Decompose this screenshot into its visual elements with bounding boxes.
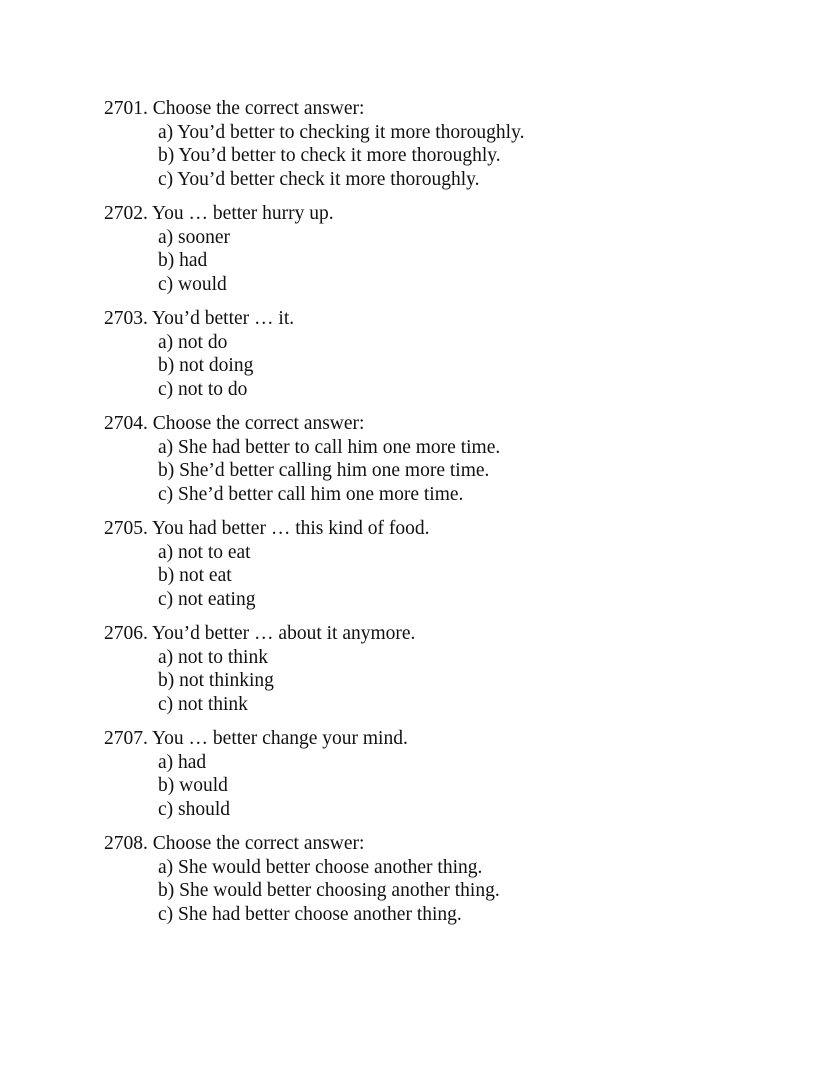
option-c: c) not think bbox=[158, 693, 248, 715]
question-stem bbox=[104, 727, 804, 751]
option-c: c) would bbox=[158, 273, 227, 295]
question-number: 2704. bbox=[104, 413, 148, 434]
option-c: c) You’d better check it more thoroughly. bbox=[158, 168, 480, 190]
option-a: a) not do bbox=[158, 331, 228, 353]
option-a: a) She would better choose another thing. bbox=[158, 856, 483, 878]
option-a: a) not to eat bbox=[158, 541, 251, 563]
question-stem bbox=[104, 202, 804, 226]
option-c: c) not to do bbox=[158, 378, 248, 400]
question-2708 bbox=[104, 832, 804, 926]
question-text: Choose the correct answer: bbox=[152, 833, 365, 854]
question-number: 2703. bbox=[104, 308, 148, 329]
question-number: 2702. bbox=[104, 203, 148, 224]
question-stem bbox=[104, 97, 804, 121]
option-b: b) had bbox=[158, 250, 208, 271]
question-2702 bbox=[104, 202, 804, 296]
question-text: You … better change your mind. bbox=[152, 728, 408, 749]
answer-options bbox=[104, 226, 804, 297]
answer-options bbox=[104, 751, 804, 822]
answer-options bbox=[104, 541, 804, 612]
question-2705 bbox=[104, 517, 804, 611]
question-stem bbox=[104, 622, 804, 646]
question-text: Choose the correct answer: bbox=[152, 413, 365, 434]
question-number: 2701. bbox=[104, 98, 148, 119]
option-a: a) You’d better to checking it more thoroughly. bbox=[158, 121, 525, 143]
answer-options bbox=[104, 856, 804, 927]
option-b: b) would bbox=[158, 775, 228, 796]
question-2706 bbox=[104, 622, 804, 716]
question-text: Choose the correct answer: bbox=[152, 98, 365, 119]
option-c: c) not eating bbox=[158, 588, 256, 610]
question-2707 bbox=[104, 727, 804, 821]
question-2703 bbox=[104, 307, 804, 401]
question-stem bbox=[104, 517, 804, 541]
question-number: 2707. bbox=[104, 728, 148, 749]
question-2704 bbox=[104, 412, 804, 506]
answer-options bbox=[104, 436, 804, 507]
document-page bbox=[104, 97, 804, 937]
option-c: c) She had better choose another thing. bbox=[158, 903, 462, 925]
option-b: b) You’d better to check it more thoroughly. bbox=[158, 145, 501, 166]
answer-options bbox=[104, 121, 804, 192]
option-a: a) had bbox=[158, 751, 207, 773]
question-stem bbox=[104, 412, 804, 436]
question-text: You … better hurry up. bbox=[152, 203, 334, 224]
option-b: b) She would better choosing another thing. bbox=[158, 880, 500, 901]
option-b: b) not eat bbox=[158, 565, 232, 586]
question-number: 2706. bbox=[104, 623, 148, 644]
option-b: b) not thinking bbox=[158, 670, 274, 691]
option-a: a) She had better to call him one more time. bbox=[158, 436, 501, 458]
option-c: c) She’d better call him one more time. bbox=[158, 483, 464, 505]
question-stem bbox=[104, 832, 804, 856]
question-text: You’d better … about it anymore. bbox=[152, 623, 416, 644]
question-number: 2705. bbox=[104, 518, 148, 539]
question-stem bbox=[104, 307, 804, 331]
option-a: a) sooner bbox=[158, 226, 231, 248]
option-a: a) not to think bbox=[158, 646, 268, 668]
question-text: You’d better … it. bbox=[152, 308, 295, 329]
answer-options bbox=[104, 646, 804, 717]
question-2701 bbox=[104, 97, 804, 191]
option-b: b) not doing bbox=[158, 355, 254, 376]
question-text: You had better … this kind of food. bbox=[152, 518, 430, 539]
answer-options bbox=[104, 331, 804, 402]
option-c: c) should bbox=[158, 798, 231, 820]
option-b: b) She’d better calling him one more time. bbox=[158, 460, 490, 481]
question-number: 2708. bbox=[104, 833, 148, 854]
